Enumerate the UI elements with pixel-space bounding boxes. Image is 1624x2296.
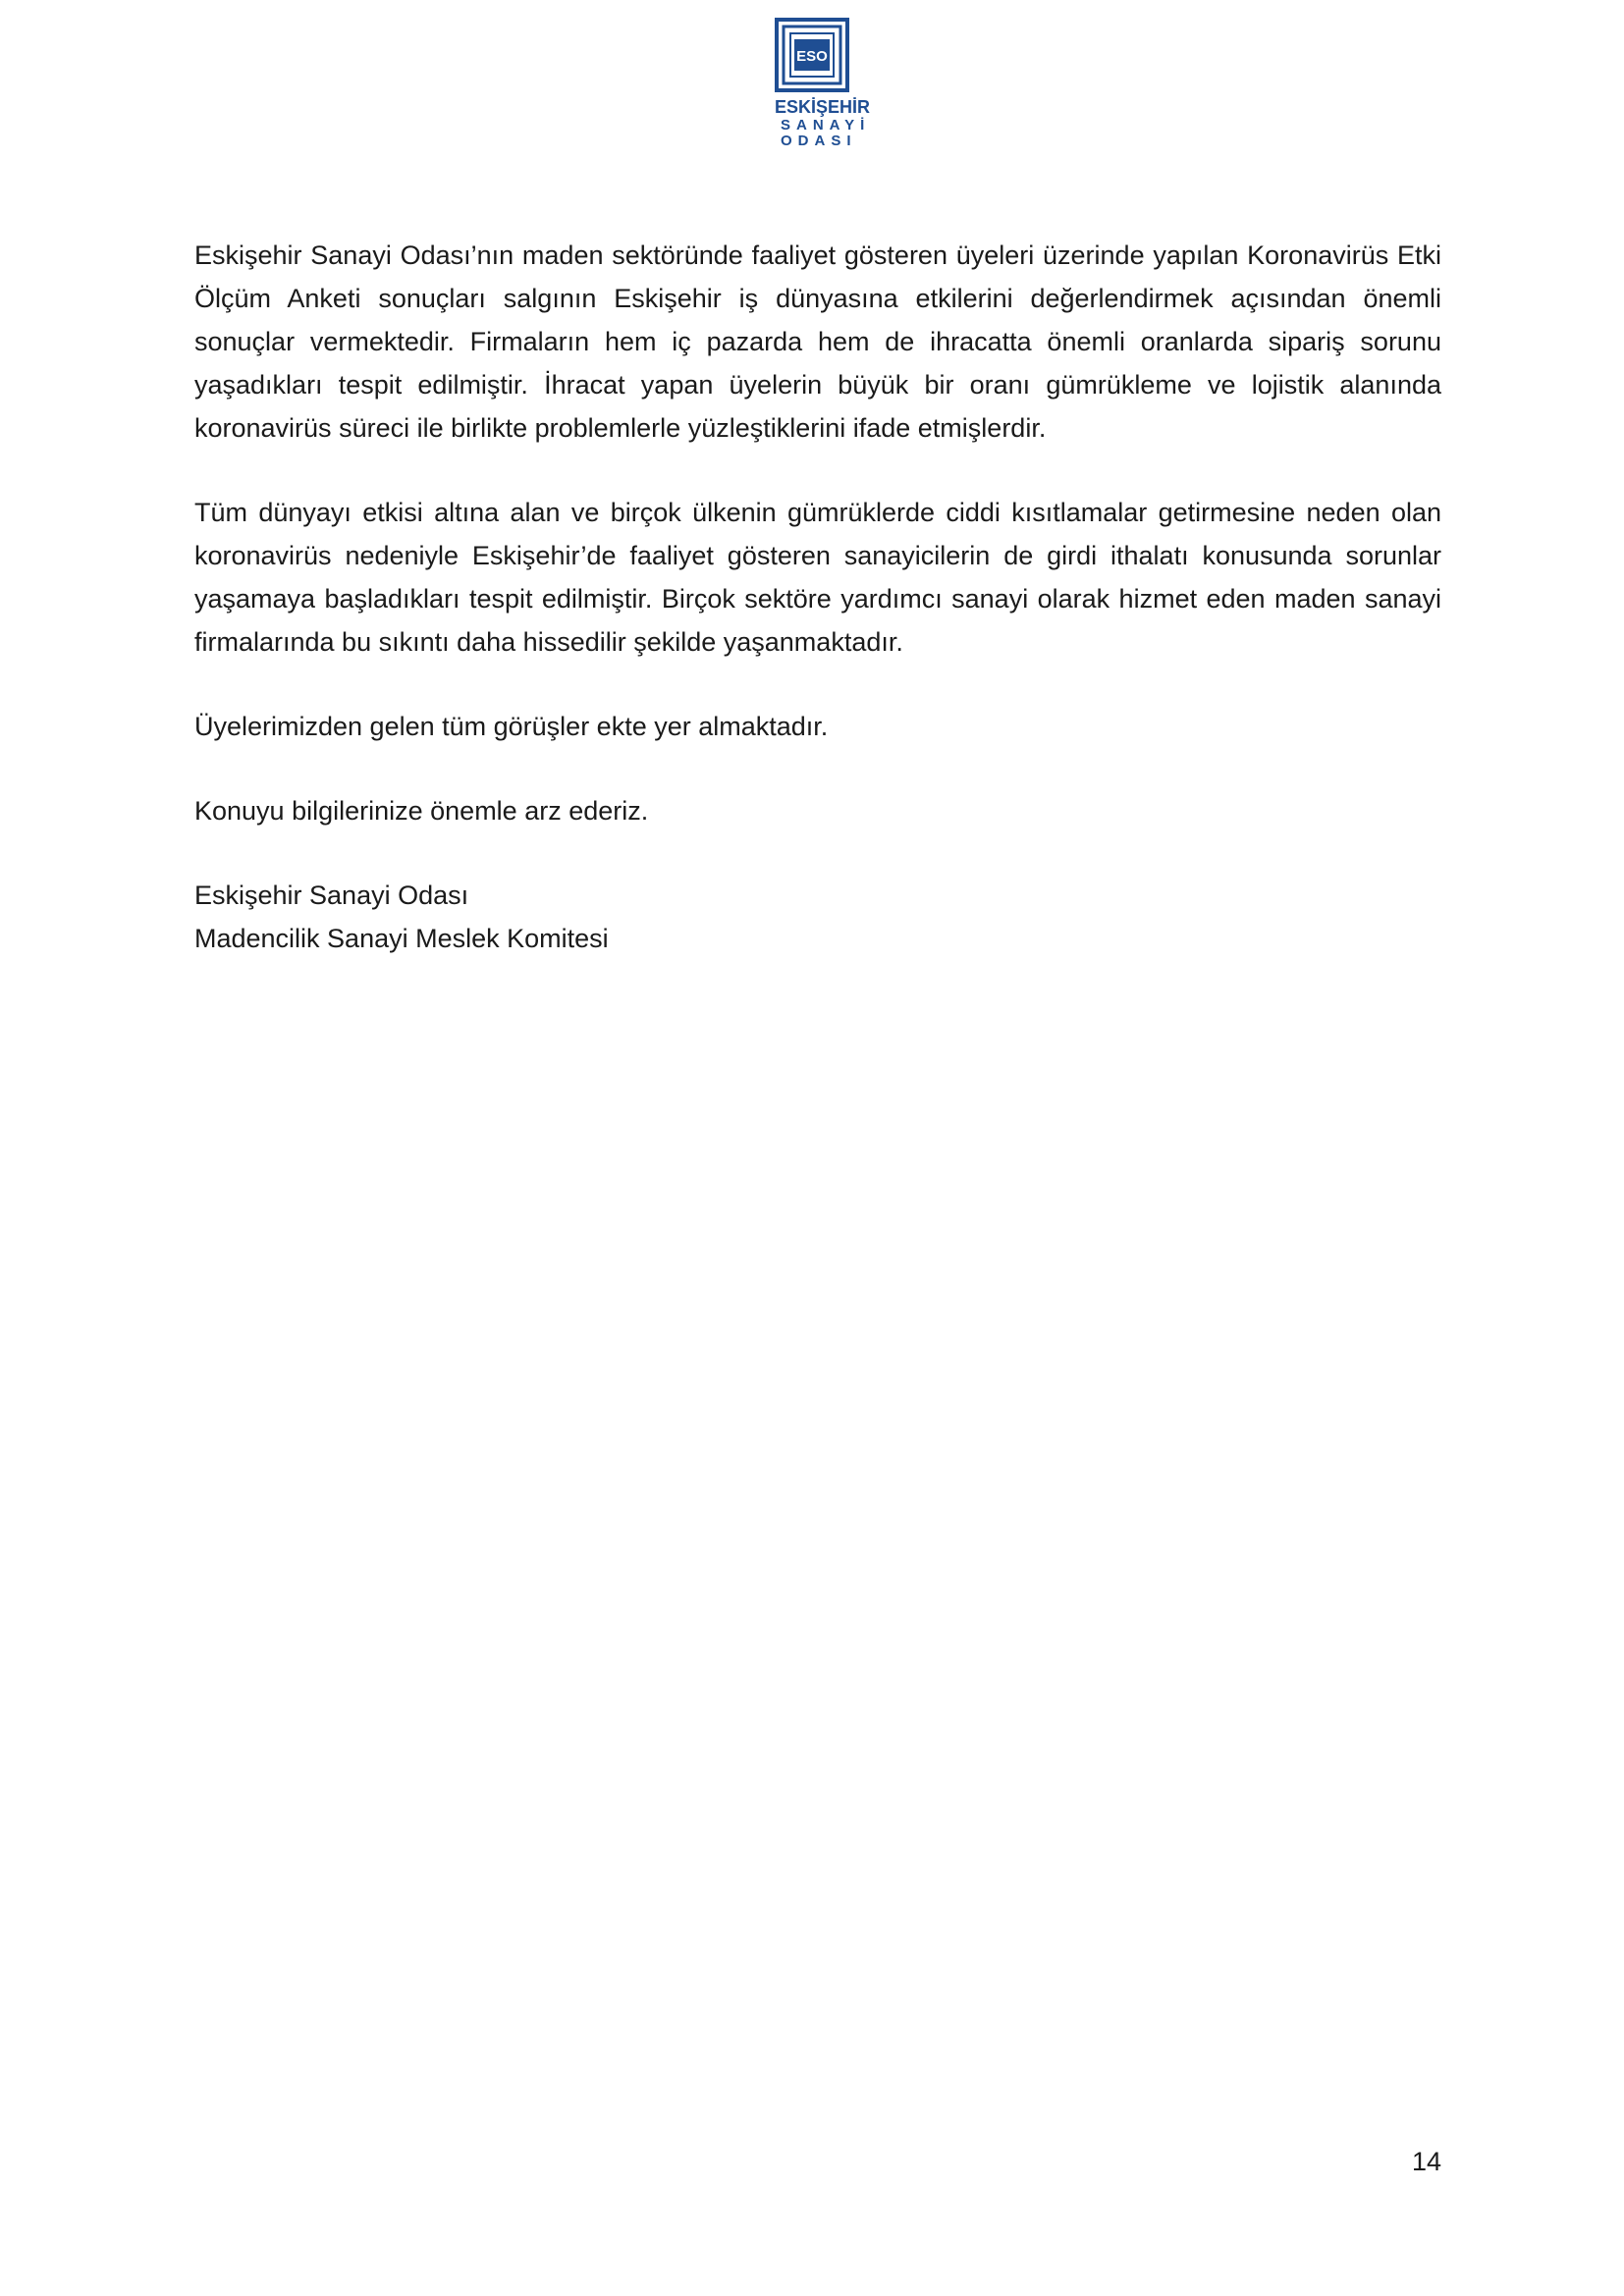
signature-block — [194, 874, 1441, 960]
signature-committee: Madencilik Sanayi Meslek Komitesi — [194, 924, 609, 953]
page-number: 14 — [1411, 2147, 1441, 2176]
logo-line-sanayi: SANAYİ — [781, 117, 871, 133]
paragraph-3: Üyelerimizden gelen tüm görüşler ekte yer almaktadır. — [194, 712, 829, 741]
logo-line-eskisehir: ESKİŞEHİR — [775, 97, 871, 117]
paragraph-2: Tüm dünyayı etkisi altına alan ve birçok ülkenin gümrüklerde ciddi kısıtlamalar getirmesine neden olan koronavirüs nedeniyle Eskişehir’de faaliyet gösteren sanayicilerin de girdi ithalatı konusunda sorunlar yaşamaya başladıkları tespit edilmiştir. Birçok sektöre yardımcı sanayi olarak hizmet eden maden sanayi firmalarında bu sıkıntı daha hissedilir şekilde yaşanmaktadır. — [194, 498, 1441, 657]
logo-line-odasi: ODASI — [781, 133, 857, 149]
paragraph-4: Konuyu bilgilerinize önemle arz ederiz. — [194, 796, 649, 826]
paragraph-1: Eskişehir Sanayi Odası’nın maden sektöründe faaliyet gösteren üyeleri üzerinde yapılan Koronavirüs Etki Ölçüm Anketi sonuçları salgının Eskişehir iş dünyasına etkilerini değerlendirmek açısından önemli sonuçlar vermektedir. Firmaların hem iç pazarda hem de ihracatta önemli oranlarda sipariş sorunu yaşadıkları tespit edilmiştir. İhracat yapan üyelerin büyük bir oranı gümrükleme ve lojistik alanında koronavirüs süreci ile birlikte problemlerle yüzleştiklerini ifade etmişlerdir. — [194, 240, 1441, 443]
letter-body — [194, 234, 1441, 960]
eso-logo-emblem-icon — [775, 18, 849, 92]
eso-logo — [775, 18, 871, 149]
signature-organization: Eskişehir Sanayi Odası — [194, 881, 469, 910]
logo-badge-text: ESO — [796, 48, 828, 65]
